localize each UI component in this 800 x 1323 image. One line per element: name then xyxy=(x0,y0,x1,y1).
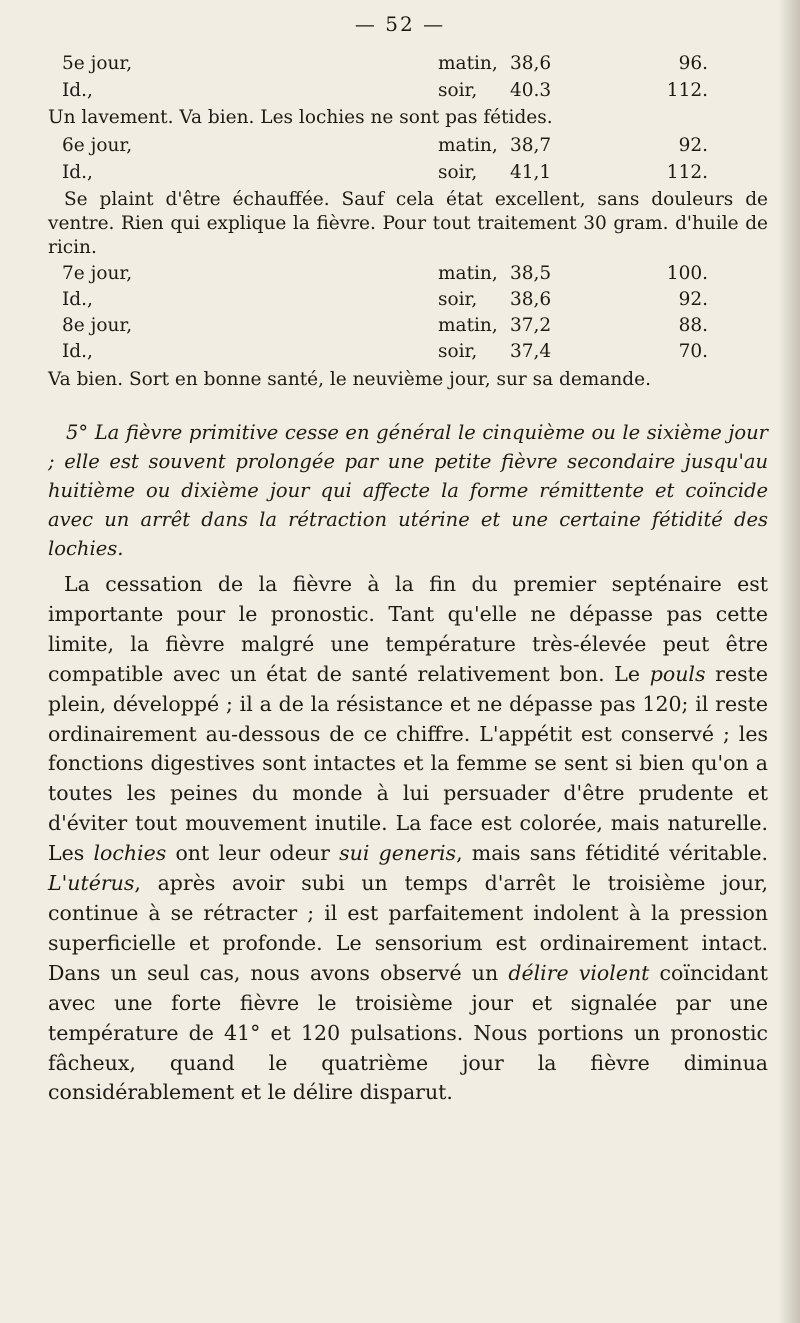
emphasis-uterus: L'utérus xyxy=(48,871,135,896)
emphasis-delire-violent: délire violent xyxy=(508,960,650,985)
row-temperature: 37,2 xyxy=(510,315,552,336)
body-paragraph xyxy=(48,570,768,1108)
row-time: soir, xyxy=(438,80,478,101)
row-temperature: 38,7 xyxy=(510,135,552,156)
row-pulse: 92. xyxy=(678,135,708,156)
body-text-segment: ont leur odeur xyxy=(166,841,340,866)
emphasis-sui-generis: sui generis xyxy=(339,841,457,866)
row-pulse: 70. xyxy=(678,341,708,362)
clinical-note-2: Se plaint d'être échauffée. Sauf cela état excellent, sans douleurs de ventre. Rien qui explique la fièvre. Pour tout traitement 30 gram. d'huile de ricin. xyxy=(48,189,768,258)
row-time: matin, xyxy=(438,53,498,74)
row-pulse: 88. xyxy=(678,315,708,336)
row-time: soir, xyxy=(438,289,478,310)
row-day: 5e jour, xyxy=(62,53,133,74)
row-temperature: 38,6 xyxy=(510,289,552,310)
page-edge-shadow xyxy=(778,0,800,1323)
body-text-segment: , après avoir subi un temps d'arrêt le troisième jour, continue à se rétracter ; il est parfaitement indolent à la pression superficielle et profonde. Le sensorium est ordinairement intact. Dans un seul cas, nous avons observé un xyxy=(48,871,768,985)
row-pulse: 92. xyxy=(678,289,708,310)
row-time: soir, xyxy=(438,162,478,183)
row-day: 7e jour, xyxy=(62,263,133,284)
row-day: 6e jour, xyxy=(62,135,133,156)
row-pulse: 112. xyxy=(666,80,708,101)
row-pulse: 112. xyxy=(666,162,708,183)
section-heading-italic: 5° La fièvre primitive cesse en général le cinquième ou le sixième jour ; elle est souvent prolongée par une petite fièvre secondaire jusqu'au huitième ou dixième jour qui affecte la forme rémittente et coïncide avec un arrêt dans la rétraction utérine et une certaine fétidité des lochies. xyxy=(48,421,768,560)
row-temperature: 38,5 xyxy=(510,263,552,284)
row-time: matin, xyxy=(438,135,498,156)
row-pulse: 96. xyxy=(678,53,708,74)
page-number: — 52 — xyxy=(354,12,446,36)
row-temperature: 40.3 xyxy=(510,80,552,101)
row-day: Id., xyxy=(62,341,93,362)
row-day: Id., xyxy=(62,289,93,310)
clinical-note-1: Un lavement. Va bien. Les lochies ne sont pas fétides. xyxy=(48,107,553,128)
clinical-note-3: Va bien. Sort en bonne santé, le neuvième jour, sur sa demande. xyxy=(48,369,651,390)
body-text-segment: La cessation de la fièvre à la fin du premier septénaire est importante pour le pronostic. Tant qu'elle ne dépasse pas cette limite, la fièvre malgré une température très-élevée peut être compatible avec un état de santé relativement bon. Le xyxy=(48,572,768,686)
row-time: soir, xyxy=(438,341,478,362)
row-temperature: 37,4 xyxy=(510,341,552,362)
body-text-segment: coïncidant avec une forte fièvre le troisième jour et signalée par une température de 41° et 120 pulsations. Nous portions un pronostic fâcheux, quand le quatrième jour la fièvre diminua considérablement et le délire disparut. xyxy=(48,960,768,1105)
row-day: 8e jour, xyxy=(62,315,133,336)
body-text-segment: reste plein, développé ; il a de la résistance et ne dépasse pas 120; il reste ordinairement au-dessous de ce chiffre. L'appétit est conservé ; les fonctions digestives sont intactes et la femme se sent si bien qu'on a toutes les peines du monde à lui persuader d'être prudente et d'éviter tout mouvement inutile. La face est colorée, mais naturelle. Les xyxy=(48,661,768,866)
row-day: Id., xyxy=(62,162,93,183)
emphasis-pouls: pouls xyxy=(649,661,706,686)
row-day: Id., xyxy=(62,80,93,101)
row-pulse: 100. xyxy=(666,263,708,284)
row-temperature: 38,6 xyxy=(510,53,552,74)
row-time: matin, xyxy=(438,315,498,336)
row-time: matin, xyxy=(438,263,498,284)
emphasis-lochies: lochies xyxy=(93,841,167,866)
body-text-segment: , mais sans fétidité véritable. xyxy=(456,841,768,866)
row-temperature: 41,1 xyxy=(510,162,552,183)
